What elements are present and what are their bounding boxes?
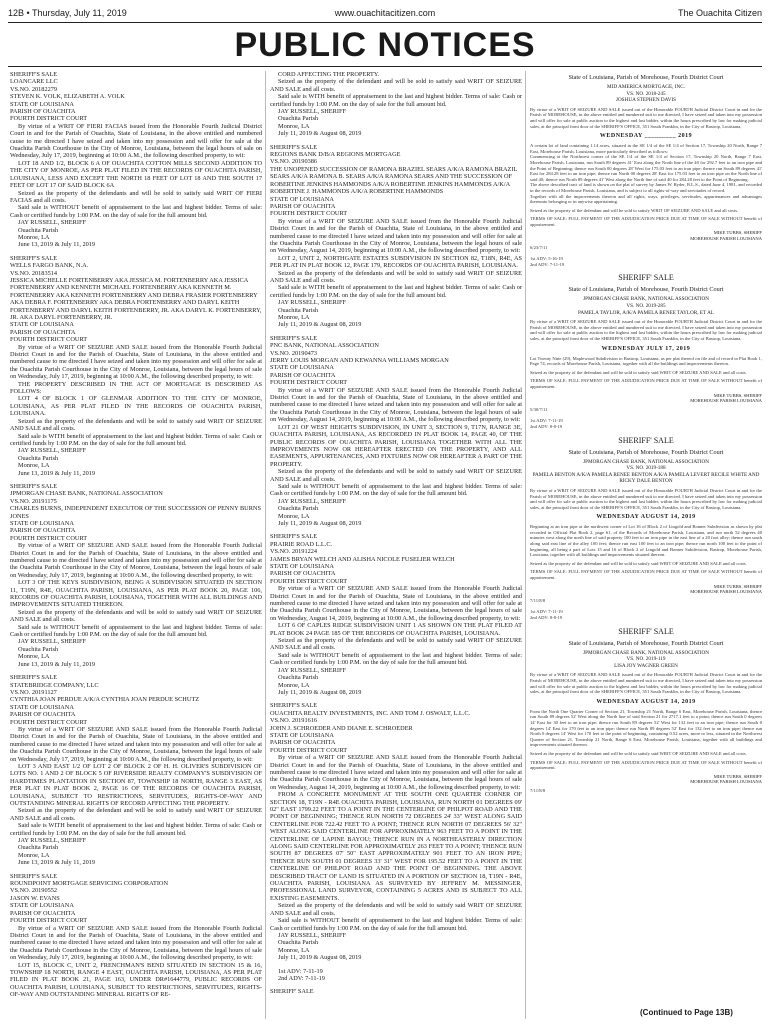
continued-notice[interactable]: (Continued to Page 13B) [640,1008,733,1017]
notice-heading-line: REGIONS BANK D/B/A REGIONS MORTGAGE [270,151,401,159]
notice-body-line: Seized as the property of the defendants and will be sold to satisfy said WRIT OF FIERI FACIAS and all costs. [10,189,262,204]
notice-heading-line: OUACHITA REALTY INVESTMENTS, INC. AND TOM J. OSWALT, L.L.C. [270,709,471,717]
notice-body: By virtue of a WRIT OF SEIZURE AND SALE issued out of the Honorable FOURTH Judicial District Court in and for the Parish of MOREHOUSE, in the above entitled and numbered suit to me directed, I have seized and taken into my possession and will offer for sale at public auction to the highest and last bidder, within the hours prescribed by law for making judicial sales, at the principal front door of the SHERIFF'S OFFICE, 351 South Franklin, in the City of Bastrop, Louisiana, [530,672,762,695]
notice-body-line: By virtue of a WRIT OF SEIZURE AND SALE issued from the Honorable Fourth Judicial District Court in and for the Parish of Ouachita, State of Louisiana, in the above entitled and numbered cause to me directed I have seized and taken into my possession and will offer for sale at the Ouachita Parish Courthouse in the City of Monroe, Louisiana, between the legal hours of sale on Wednesday, August 14, 2019, beginning at 10:00 A.M., the following described property, to wit: [270,386,522,424]
notice-body-line: Seized as the property of the defendants and will be sold to satisfy said WRIT OF SEIZURE AND SALE and all costs. [270,468,522,483]
site-url[interactable]: www.ouachitacitizen.com [334,8,436,18]
terms-of-sale: TERMS OF SALE: FULL PAYMENT OF THE ADJUDICATION PRICE DUE AT TIME OF SALE WITHOUT benefit of appraisement. [530,759,762,771]
terms-of-sale: TERMS OF SALE: FULL PAYMENT OF THE ADJUDICATION PRICE DUE AT TIME OF SALE WITHOUT benefit of appraisement. [530,569,762,581]
notice-body-line: LOT 2, UNIT 2, NORTHGATE ESTATES SUBDIVISION IN SECTION 82, T18N, R4E, AS PER PLAT IN PLAT BOOK 12, PAGE 179, RECORDS OF OUACHITA PARISH, LOUISIANA. [270,254,522,270]
notice-heading-line: STATE OF LOUISIANA [10,100,74,108]
notice-heading-line: PARISH OF OUACHITA [10,328,76,336]
notice-heading-line: FOURTH DISTRICT COURT [10,917,88,925]
notice-body-line: JAY RUSSELL, SHERIFF [18,638,86,646]
notice-body-line: July 11, 2019 & August 08, 2019 [278,519,362,527]
notice-body-line: LOT 3 OF THE KEYS SUBDIVISION, BEING A SUBDIVISION SITUATED IN SECTION 11, T19N, R4E, OUACHITA PARISH, LOUISIANA, AS PER PLAT BOOK 20, PAGE 106, RECORDS OF OUACHITA PARISH, LOUISIANA, TOGETHER WITH ALL BUILDINGS AND IMPROVEMENTS SITUATED THEREON. [10,579,262,609]
seized-clause: Seized as the property of the defendant and will be sold to satisfy said WRIT OF SEIZURE AND SALE and all costs. [530,369,747,375]
notice-body-line: JAY RUSSELL, SHERIFF [278,666,346,674]
notice [270,968,522,983]
column-divider [265,71,266,1019]
property-description: Beginning at an iron pipe at the northwest corner of Lot 16 of Block 2 of Lingold and Bonner Subdivision as shown by plat recorded in Official Plat Book 2, page 61, of the Records of Morehouse Parish, Louisiana, and run north 52 degrees 40 minutes west along the north line of said property 100 feet to an iron pipe in the east line of a 20 foot alley; thence run south along said east line of the alley 100 feet; thence run east 100 feet to an iron pipe; thence run north 100 feet to the point of beginning, all being a part of Lots 15 and 16 of Block 2 of Lingold and Bonner Subdivision, Bastrop, Morehouse Parish, Louisiana, together with all buildings and improvements situated thereon. [530,524,762,558]
column-3 [530,71,762,1019]
morehouse-notice-1 [530,74,762,267]
notice-heading-line: SHERIFF'S SALE [270,702,318,710]
publication-dates: 7/11/8/8 [530,787,546,793]
notice-heading-line: PARISH OF OUACHITA [270,570,336,578]
notice-body-line: JAY RUSSELL, SHERIFF [278,931,346,939]
notice-body-line: By virtue of a WRIT OF SEIZURE AND SALE issued from the Honorable Fourth Judicial District Court in and for the Parish of Ouachita, State of Louisiana, in the above entitled and numbered cause to me directed I have seized and taken into my possession and will offer for sale at the Ouachita Parish Courthouse in the City of Monroe, Louisiana, between the legal hours of sale on Wednesday, July 17, 2019, beginning at 10:00 A.M., the following described property, to wit: [10,924,262,962]
notice-heading-line: PARISH OF OUACHITA [10,527,76,535]
notice-body-line: Seized as the property of the defendant and will be sold to satisfy said WRIT OF SEIZURE AND SALE and all costs. [270,78,522,93]
notice-heading-line: JPMORGAN CHASE BANK, NATIONAL ASSOCIATION [10,490,163,498]
notice-body-line: Monroe, LA [278,512,310,520]
notice-body-line: By virtue of a WRIT OF FIERI FACIAS issued from the Honorable Fourth Judicial District Court in and for the Parish of Ouachita, State of Louisiana, in the above entitled and numbered cause to me directed I have seized and taken into my possession and will offer for sale at the Ouachita Parish Courthouse in the City of Monroe, Louisiana, between the legal hours of sale on Wednesday, July 17, 2019, beginning at 10:00 A.M., the following described property, to wit: [10,122,262,160]
notice-heading-line: PARISH OF OUACHITA [270,371,336,379]
notice-body-line: Monroe, LA [278,946,310,954]
notice [270,988,522,995]
notice-heading-line: VS.NO. 20190386 [270,158,318,166]
notice-body: By virtue of a WRIT OF SEIZURE AND SALE issued out of the Honorable FOURTH Judicial District Court in and for the Parish of MOREHOUSE, in the above entitled and numbered suit to me directed, I have seized and taken into my possession and will offer for sale at public auction to the highest and last bidder, within the hours prescribed by law for making judicial sales, at the principal front door of the SHERIFF'S OFFICE, 351 South Franklin, in the City of Bastrop, Louisiana, [530,106,762,129]
court-line: State of Louisiana, Parish of Morehouse, Fourth District Court [568,286,724,294]
case-parties: JPMORGAN CHASE BANK, NATIONAL ASSOCIATION VS. NO. 2019-119 LISA JOY WAGNER GREEN [583,649,709,669]
notice-body: By virtue of a WRIT OF SEIZURE AND SALE issued out of the Honorable FOURTH Judicial District Court in and for the Parish of MOREHOUSE, in the above entitled and numbered suit to me directed, I have seized and taken into my possession and will offer for sale at public auction to the highest and last bidder, within the hours prescribed by law for making judicial sales, at the principal front door of the SHERIFF'S OFFICE, 351 South Franklin, in the City of Bastrop, Louisiana, [530,487,762,510]
notice-body-line: 1st ADV: 7-11-19 [278,967,323,975]
notice-body-line: 2nd ADV: 7-11-19 [278,974,325,982]
advertising-dates: 1st ADV: 7-11-19 2nd ADV: 8-8-19 [530,609,563,620]
case-parties: MID AMERICA MORTGAGE, INC. VS. NO. 2018-245 JOSHUA STEPHEN DAVIS [607,84,685,104]
notice-heading-line: FOURTH DISTRICT COURT [270,379,348,387]
seized-clause: Seized as the property of the defendant and will be sold to satisfy said WRIT OF SEIZURE AND SALE and all costs. [530,750,747,756]
notice-heading-line: LOANCARE LLC [10,78,58,86]
masthead-rule [8,22,762,23]
notice-body-line: Ouachita Parish [18,645,59,653]
page-date: 12B • Thursday, July 11, 2019 [8,8,127,18]
notice-heading-line: VS.NO. 20191175 [10,497,57,505]
notice-body-line: LOT 3 AND EAST 1/2 OF LOT 2 OF BLOCK 2 OF H. H. OLIVER'S SUBDIVISION OF LOTS NO. 1 AND 2 OF BLOCK 5 OF RIVERSIDE REALTY COMPANY'S SUBDIVISION OF HARDTIMES PLANTATION IN SECTION 87, TOWNSHIP 18 NORTH, RANGE 3 EAST, AS PER PLAT IN PLAT BOOK 2, PAGE 16 OF THE RECORDS OF OUACHITA PARISH, LOUISIANA, SUBJECT TO RESTRICTIONS, SERVITUDES, RIGHTS-OF-WAY AND OUTSTANDING MINERAL RIGHTS OF RECORD AFFECTING THE PROPERTY. [10,762,262,807]
notice-body-line: Said sale is WITHOUT benefit of appraisement to the last and highest bidder. Terms of sale: Cash or certified funds by 1:00 P.M. on the day of sale for the full amount bid. [270,482,522,498]
notice-body-line: JAY RUSSELL, SHERIFF [18,447,86,455]
notice-heading-line: JOHN J. SCHROEDER AND DIANE E. SCHROEDER [270,724,413,732]
notice-body-line: Said sale is WITHOUT benefit of appraisement to the last and highest bidder. Terms of sale: Cash or certified funds by 1:00 P.M. on the day of sale for the full amount bid. [270,651,522,667]
notice-body-line: Seized as the property of the defendants and will be sold to satisfy said WRIT OF SEIZURE AND SALE and all costs. [270,637,522,652]
notice-heading-line: STATE OF LOUISIANA [270,364,334,372]
notice-heading-line: FOURTH DISTRICT COURT [270,210,348,218]
notice-heading-line: SHERIFF'S SALE [270,533,318,541]
notice-heading-line: PARISH OF OUACHITA [10,108,76,116]
publication-dates: 6/23/7/11 [530,244,548,250]
notice-heading-line: STATE OF LOUISIANA [10,902,74,910]
case-parties: JPMORGAN CHASE BANK, NATIONAL ASSOCIATION VS. NO. 2019-188 PAMELA BENTON A/K/A PAMELA RENEE BENTON A/K/A PAMELA LEVERT RECILE WHITE AND RICKY DALE BENTON [532,458,760,485]
notice-body-line: Monroe, LA [18,653,50,661]
notice-body-line: By virtue of a WRIT OF SEIZURE AND SALE issued from the Honorable Fourth Judicial District Court in and for the Parish of Ouachita, State of Louisiana, in the above entitled and numbered cause to me directed I have seized and taken into my possession and will offer for sale at the Ouachita Parish Courthouse in the City of Monroe, Louisiana, between the legal hours of sale on Wednesday, July 17, 2019, beginning at 10:00 A.M., the following described property, to wit: [10,725,262,763]
notice-heading-line: STATE OF LOUISIANA [10,703,74,711]
notice-heading-line: STATE OF LOUISIANA [270,563,334,570]
notice-heading-line: JESSICA MICHELLE FORTENBERRY AKA JESSICA M. FORTENBERRY AKA JESSICA FORTENBERRY AND KENNETH MICHAEL FORTENBERRY AKA KENNETH M. FORTENBERRY AKA KENNETH FORTENBERRY AND DEBRA FRASIER FORTENBERRY AKA DEBRA F. FORTENBERRY AKA DEBRA FORTENBERRY AND DARYL KEITH FORTENBERRY AND DARYL KEITH FORTENBERRY, JR. AKA DARYL K. FORTENBERRY, JR. AKA DARYL FORTENBERRY, JR. [10,276,262,321]
notice [10,255,262,477]
seized-clause: Seized as the property of the defendant and will be sold to satisfy WRIT OF SEIZURE AND SALE and all costs. [530,207,739,213]
notice-heading-line: STATE OF LOUISIANA [10,321,74,329]
sheriff-signature: MIKE TUBBS, SHERIFF MOREHOUSE PARISH LOUISIANA [690,583,762,595]
sale-day: WEDNESDAY _________ 2019 [599,133,693,140]
property-description: Lot Twenty Nine (29), Maplewood Subdivision to Bastrop, Louisiana, as per plat thereof on file and of record in Plat Book 1, Page 74, records of Morehouse Parish, Louisiana, together with all the buildings and improvements thereon. [530,355,762,367]
notice-heading-line: SHERIFF'S SALE [10,872,58,880]
notice-body: By virtue of a WRIT OF SEIZURE AND SALE issued out of the Honorable FOURTH Judicial District Court in and for the Parish of MOREHOUSE, in the above entitled and numbered suit to me directed, I have seized and taken into my possession and will offer for sale at public auction to the highest and last bidder, within the hours prescribed by law for making judicial sales, at the principal front door of the SHERIFF'S OFFICE, 351 South Franklin, in the City of Bastrop, Louisiana, [530,319,762,341]
notice-body-line: LOT 4 OF BLOCK 1 OF GLENMAR ADDITION TO THE CITY OF MONROE, LOUISIANA, AS PER PLAT FILED IN THE RECORDS OF OUACHITA PARISH, LOUISIANA. [10,395,262,418]
notice-body-line: Ouachita Parish [278,306,319,314]
notice-body-line: Ouachita Parish [18,844,59,852]
publication-dates: 5/30/7/11 [530,406,548,412]
sale-day: WEDNESDAY AUGUST 14, 2019 [596,514,696,521]
sale-day: WEDNESDAY JULY 17, 2019 [601,345,691,352]
notice [10,483,262,668]
notice-heading-line: PNC BANK, NATIONAL ASSOCIATION [270,342,379,350]
notice [270,71,522,138]
notice-heading-line: FOURTH DISTRICT COURT [10,336,88,344]
notice-heading-line: FOURTH DISTRICT COURT [10,718,88,726]
notice-body-line: July 11, 2019 & August 08, 2019 [278,688,362,696]
notice-body-line: Said sale is WITHOUT benefit of appraisement to the last and highest bidder. Terms of sale: Cash or certified funds by 1:00 P.M. on the day of sale for the full amount bid. [10,204,262,219]
notice-heading-line: PARISH OF OUACHITA [270,739,336,747]
notice-heading-line: FOURTH DISTRICT COURT [270,577,348,585]
notice-body-line: Monroe, LA [278,122,310,130]
notice-body-line: Ouachita Parish [18,226,59,234]
notice-body-line: JAY RUSSELL, SHERIFF [18,219,86,227]
sheriff-signature: MIKE TUBBS, SHERIFF MOREHOUSE PARISH LOUISIANA [690,773,762,785]
notice-body-line: THE PROPERTY DESCRIBED IN THE ACT OF MORTGAGE IS DESCRIBED AS FOLLOWS: [10,380,262,396]
sheriff-signature: MIKE TUBBS, SHERIFF MOREHOUSE PARISH LOUISIANA [690,230,762,242]
notice-body-line: Monroe, LA [18,462,50,470]
notice-body-line: Monroe, LA [278,681,310,689]
notice-heading-line: WELLS FARGO BANK, N.A. [10,262,89,270]
notice-header: SHERIFF' SALE [618,435,674,445]
property-description: From the North One Quarter Corner of Section 21, Township 21 North, Range 6 East, Morehouse Parish, Louisiana, thence run South 89 degrees 52' West along the North line of said Section 21 for 2717.1 feet to a point; thence run South 0 degrees 14' East for 30 feet to an iron pipe; thence run South 89 degrees 52' West for 132 feet to an iron pipe; thence run South 0 degrees 14' East for 170 feet to an iron pipe; thence run North 89 degrees 52' East for 132 feet to an iron pipe; thence run North 0 degrees 14' West for 170 feet to the point of beginning, containing 0.52 acres, more or less, situated in the Northwest Quarter of Section 21, Township 21 North, Range 6 East, Morehouse Parish, Louisiana, together with all buildings and improvements situated thereon. [530,708,762,748]
notice-heading-line: SHERIFF' SALE [270,988,314,996]
notice-heading-line: SHERIFF'S SALE [10,254,58,262]
notice-body-line: LOT 18 AND 1/2, BLOCK 6 A OF OUACHITA COTTON MILLS SECOND ADDITION TO THE CITY OF MONROE, AS PER PLAT FILED IN THE RECORDS OF OUACHITA PARISH, LOUISIANA, LESS AND EXCEPT THE NORTH 18 FEET OF LOT 18 AND THE SOUTH 17 FEET OF LOT 17 OF SAID BLOCK 6A [10,159,262,190]
notice-body-line: Ouachita Parish [278,115,319,123]
notice-heading-line: PARISH OF OUACHITA [10,711,76,719]
notice-heading-line: CYNTHIA JOAN PERDUE A/K/A CYNTHIA JOAN PERDUE SCHUTZ [10,696,200,704]
court-line: State of Louisiana, Parish of Morehouse, Fourth District Court [568,639,724,647]
notice [10,674,262,867]
notice-body-line: July 11, 2019 & August 08, 2019 [278,321,362,329]
notice-body-line: JAY RUSSELL, SHERIFF [278,108,346,116]
sale-day: WEDNESDAY AUGUST 14, 2019 [596,698,696,705]
notice [270,702,522,961]
headline-rule [8,66,762,67]
notice-heading-line: CHARLES BURNS, INDEPENDENT EXECUTOR OF THE SUCCESSION OF PENNY BURNS JONES [10,505,261,520]
notice-heading-line: JERRY LOUIS MORGAN AND KEWANNA WILLIAMS MORGAN [270,357,449,365]
notice-heading-line: STATE OF LOUISIANA [270,731,334,739]
notice-body-line: Seized as the property of the defendants and will be sold to satisfy said WRIT OF SEIZURE AND SALE and all costs. [10,608,262,624]
notice-heading-line: ROUNDPOINT MORTGAGE SERVICING CORPORATION [10,880,169,888]
notice-body-line: Seized as the property of the defendants and will be sold to satisfy said WRIT OF SEIZURE AND SALE and all costs. [270,269,522,284]
notice-heading-line: VS.NO. 20191127 [10,688,57,696]
notice-body-line: LOT 15, BLOCK C, UNIT 2, FRENCHMAN'S BEND SITUATED IN SECTION 15 & 16, TOWNSHIP 18 NORTH, RANGE 4 EAST, OUACHITA PARISH, LOUISIANA, AS PER PLAT FILED IN PLAT BOOK 21, PAGE 163, UNDER DR#1644779, PUBLIC RECORDS OF OUACHITA PARISH, LOUISIANA, SUBJECT TO RESTRICTIONS, SERVITUDES, RIGHTS-OF-WAY AND OUTSTANDING MINERAL RIGHTS OF RE- [10,961,262,999]
notice-heading-line: FOURTH DISTRICT COURT [10,534,88,542]
masthead [8,6,762,22]
court-line: State of Louisiana, Parish of Morehouse, Fourth District Court [568,448,724,456]
notice [270,144,522,329]
notice-body-line: Ouachita Parish [18,454,59,462]
notice-body-line: JAY RUSSELL, SHERIFF [278,299,346,307]
notice-body-line: Said sale is WITH benefit of appraisement to the last and highest bidder. Terms of sale: Cash or certified funds by 1:00 P.M. on the day of sale for the full amount bid. [270,284,522,299]
notice [270,335,522,528]
notice-heading-line: SHERIFF'S SALE [270,334,318,342]
notice-body-line: Monroe, LA [18,851,50,859]
column-1 [10,71,262,1019]
notice-heading-line: STATE OF LOUISIANA [270,195,334,203]
sheriff-signature: MIKE TUBBS, SHERIFF MOREHOUSE PARISH LOUISIANA [690,392,762,404]
notice-body-line: June 13, 2019 & July 11, 2019 [18,660,96,668]
advertising-dates: 1st ADV: 7-11-19 2nd ADV: 8-8-19 [530,418,563,429]
column-2 [270,71,522,1019]
notice-body-line: Monroe, LA [278,314,310,321]
page-title: PUBLIC NOTICES [234,26,536,64]
morehouse-notice-2 [530,273,762,429]
notice-heading-line: FOURTH DISTRICT COURT [10,115,88,123]
notice-body-line: June 13, 2019 & July 11, 2019 [18,241,96,249]
notice-body-line: LOT 21 OF WEST HEIGHTS SUBDIVISION, IN UNIT 3, SECTION 9, T17N, RANGE 3E, OUACHITA PARISH, LOUISIANA, AS RECORDED IN PLAT BOOK 14, PAGE 40, OF THE PUBLIC RECORDS OF OUACHITA PARISH, LOUISIANA TOGETHER WITH ALL THE IMPROVEMENTS NOW OR HEREAFTER ERECTED ON THE PROPERTY, AND ALL EASEMENTS, APPURTENANCES, AND FIXTURES NOW OR HEREAFTER A PART OF THE PROPERTY. [270,423,522,468]
notice-body-line: Ouachita Parish [278,505,319,513]
notice-heading-line: FOURTH DISTRICT COURT [270,746,348,754]
notice-body-line: Ouachita Parish [278,939,319,947]
column-divider [525,71,526,1019]
notice-heading-line: PARISH OF OUACHITA [10,909,76,917]
notice-heading-line: VS.NO. 20182279 [10,85,58,93]
terms-of-sale: TERMS OF SALE: FULL PAYMENT OF THE ADJUDICATION PRICE DUE AT TIME OF SALE WITHOUT benefit of appraisement. [530,378,762,389]
notice-body-line: By virtue of a WRIT OF SEIZURE AND SALE issued from the Honorable Fourth Judicial District Court in and for the Parish of Ouachita, State of Louisiana, in the above entitled and numbered cause to me directed I have seized and taken into my possession and will offer for sale at the Ouachita Parish Courthouse in the City of Monroe, Louisiana, between the legal hours of sale on Wednesday, August 14, 2019, beginning at 10:00 A.M., the following described property, to wit: [270,754,522,791]
notice-body-line: LOT 6 OF CAPLES RIDGE SUBDIVISION UNIT 1 AS SHOWN ON THE PLAT FILED AT PLAT BOOK 24 PAGE 185 OF THE RECORDS OF OUACHITA PARISH, LOUISIANA. [270,622,522,637]
notice-body-line: By virtue of a WRIT OF SEIZURE AND SALE issued from the Honorable Fourth Judicial District Court in and for the Parish of Ouachita, State of Louisiana, in the above entitled and numbered cause to me directed I have seized and taken into my possession and will offer for sale at the Ouachita Parish Courthouse in the City of Monroe, Louisiana, between the legal hours of sale on Wednesday, August 14, 2019, beginning at 10:00 A.M., the following described property, to wit: [270,217,522,255]
notice-heading-line: PARISH OF OUACHITA [270,202,336,210]
notice-heading-line: JAMES BRYAN WELCH AND ALISHA NICOLE FUSELIER WELCH [270,555,455,563]
notice-body-line: CORD AFFECTING THE PROPERTY. [278,71,380,78]
notice-body-line: JAY RUSSELL, SHERIFF [18,837,86,845]
notice [270,533,522,696]
publication-dates: 7/11/8/8 [530,597,546,603]
notice-body-line: Said sale is WITHOUT benefit of appraisement to the last and highest bidder. Terms of sale: Cash or certified funds by 1:00 P.M. on the day of sale for the full amount bid. [10,623,262,639]
advertising-dates: 1st ADV: 5-16-19 2nd ADV: 7-11-19 [530,256,565,267]
morehouse-notice-4 [530,627,762,794]
morehouse-notice-3 [530,436,762,621]
notice-heading-line: VS.NO. 20191224 [270,548,318,556]
notice-heading-line: STATEBRIDGE COMPANY, LLC [10,681,99,689]
terms-of-sale: TERMS OF SALE: FULL PAYMENT OF THE ADJUDICATION PRICE DUE AT TIME OF SALE WITHOUT benefit of appraisement. [530,216,762,227]
notice-body-line: Said sale is WITH benefit of appraisement to the last and highest bidder. Terms of sale: Cash or certified funds by 1:00 P.M. on the day of sale for the full amount bid. [270,93,522,108]
notice-body-line: June 13, 2019 & July 11, 2019 [18,859,96,867]
notice-heading-line: VS.NO. 20190552 [10,887,58,895]
notice-body-line: By virtue of a WRIT OF SEIZURE AND SALE issued from the Honorable Fourth Judicial District Court in and for the Parish of Ouachita, State of Louisiana, in the above entitled and numbered cause to me directed I have seized and taken into my possession and will offer for sale at the Ouachita Parish Courthouse in the City of Monroe, Louisiana, between the legal hours of sale on Wednesday, August 14, 2019, beginning at 10:00 A.M., the following described property, to wit: [270,585,522,622]
property-description: A certain lot of land containing 1.14 acres, situated in the SE 1/4 of the SE 1/4 of Section 17, Township 20 North, Range 7 East, Morehouse Parish, Louisiana, more particularly described as follows: Commencing at the Northwest corner of the SE 1/4 of the SE 1/4 of Section 17, Township 20 North, Range 7 East, Morehouse Parish, Louisiana, run South 89 degrees 41' East along the North line of the 40 for 292.7 feet to an iron pipe and the Point of Beginning; thence run South 00 degrees 28' West for 175.03 feet to an iron pipe; thence run South 89 degrees 41' East for 284.28 feet to an iron pipe; thence run North 00 degrees 28' East for 175.03 feet to an iron pipe on the North line of said 40; thence run North 89 degrees 41' West along the North line of said 40 for 284.28 feet to the Point of Beginning. The above described tract of land is shown on the plat of survey by James W. Ryder, R.L.S., dated June 4, 1981, and recorded in the records of Morehouse Parish, Louisiana, and is subject to all rights-of-way and servitudes of record. Together with all the improvements thereon and all rights, ways, privileges, servitudes, appurtenances and advantages thereunto belonging or in anywise appertaining. [530,143,762,205]
notice-body-line: FROM A CONCRETE MONUMENT AT THE SOUTH ONE QUARTER CORNER OF SECTION 18, T19N - R4E OUACHITA PARISH, LOUISIANA, RUN NORTH 01 DEGREES 09' 02" EAST 1799.22 FEET TO A POINT IN THE CENTERLINE OF PHILPOT ROAD AND THE POINT OF BEGINNING; THENCE RUN NORTH 72 DEGREES 24' 33" WEST ALONG SAID CENTERLINE FOR 722.42 FEET TO A POINT; THENCE RUN NORTH 07 DEGREES 56' 32" WEST ALONG SAID CENTERLINE FOR APPROXIMATELY 963 FEET TO A POINT IN THE CENTERLINE OF LAPINE BAYOU; THENCE RUN IN A NORTHEASTERLY DIRECTION ALONG SAID CENTERLINE FOR APPROXIMATELY 263 FEET TO A POINT; THENCE RUN SOUTH 87 DEGREES 07' 50" EAST APPROXIMATELY 901 FEET TO AN IRON PIPE; THENCE RUN SOUTH 01 DEGREES 33' 31" WEST FOR 195.52 FEET TO A POINT IN THE CENTERLINE OF PHILPOT ROAD AND THE POINT OF BEGINNING. THE ABOVE DESCRIBED TRACT OF LAND IS SITUATED IN A PORTION OF SECTION 18, T19N - R4E, OUACHITA PARISH, LOUISIANA AS SURVEYED BY JEFFREY M. MESSINGER, PROFESSIONAL LAND SURVEYOR, CONTAINING 5 ACRES AND IS SUBJECT TO ALL EXISTING EASEMENTS. [270,791,522,902]
notice-body-line: July 11, 2019 & August 08, 2019 [278,954,362,962]
case-parties: JPMORGAN CHASE BANK, NATIONAL ASSOCIATION VS. NO. 2019-285 PAMELA TAYLOR, A/K/A PAMELA RENEE TAYLOR, ET AL [577,296,715,316]
notice-body-line: JAY RUSSELL, SHERIFF [278,497,346,505]
notice-body-line: Said sale is WITHOUT benefit of appraisement to the last and highest bidder. Terms of sale: Cash or certified funds by 1:00 P.M. on the day of sale for the full amount bid. [270,917,522,932]
court-line: State of Louisiana, Parish of Morehouse, Fourth District Court [568,74,724,81]
notice-body-line: By virtue of a WRIT OF SEIZURE AND SALE issued from the Honorable Fourth Judicial District Court in and for the Parish of Ouachita, State of Louisiana, in the above entitled and numbered cause to me directed I have seized and taken into my possession and will offer for sale at the Ouachita Parish Courthouse in the City of Monroe, Louisiana, between the legal hours of sale on Wednesday, July 17, 2019, beginning at 10:00 A.M., the following described property, to wit: [10,343,262,381]
notice [10,873,262,999]
notice-heading-line: STEVEN K. VOLK, ELIZABETH A. VOLK [10,93,125,101]
notice-body-line: Seized as the property of the defendants and will be sold to satisfy said WRIT OF SEIZURE AND SALE and all costs. [10,417,262,433]
notice-body-line: June 13, 2019 & July 11, 2019 [18,469,96,477]
notice-body-line: July 11, 2019 & August 08, 2019 [278,130,362,138]
notice-body-line: Seized as the property of the defendants and will be sold to satisfy said WRIT OF SEIZURE AND SALE and all costs. [270,902,522,917]
notice-header: SHERIFF' SALE [618,626,674,636]
notice-heading-line: SHERIFF'S SALE [10,674,58,682]
notice-body-line: Seized as the property of the defendant and will be sold to satisfy said WRIT OF SEIZURE AND SALE and all costs. [10,807,262,822]
notice-header: SHERIFF' SALE [618,273,674,283]
notice-body-line: Said sale is WITH benefit of appraisement to the last and highest bidder. Terms of sale: Cash or certified funds by 1:00 P.M. on the day of sale for the full amount bid. [10,432,262,447]
notice-body-line: By virtue of a WRIT OF SEIZURE AND SALE issued from the Honorable Fourth Judicial District Court in and for the Parish of Ouachita, State of Louisiana, in the above entitled and numbered cause to me directed I have seized and taken into my possession and will offer for sale at the Ouachita Parish Courthouse in the City of Monroe, Louisiana, between the legal hours of sale on Wednesday, July 17, 2019, beginning at 10:00 A.M., the following described property, to wit: [10,542,262,579]
notice-heading-line: JASON W. EVANS [10,894,60,902]
notice-body-line: Monroe, LA [18,233,50,241]
notice-heading-line: VS.NO. 20183514 [10,269,58,277]
notice-body-line: Said sale is WITH benefit of appraisement to the last and highest bidder. Terms of sale: Cash or certified funds by 1:00 P.M. on the day of sale for the full amount bid. [10,822,262,837]
notice-body-line: Ouachita Parish [278,674,319,682]
notice-heading-line: SHERIFF'S SALE [10,71,58,78]
notice-heading-line: SHERIFF'S SALE [270,143,318,151]
notice-heading-line: THE UNOPENED SUCCESSION OF RAMONA BRAZIEL SEARS A/K/A RAMONA BRAZIL SEARS A/K/A RAMONA B. SEARS A/K/A RAMONA SEARS AND THE SUCCESSION OF ROBERTINE JENKINS HAMMONDS A/K/A ROBERTINE JENKINS HAMMONDS A/K/A ROBERTINE J. HAMMONDS A/K/A ROBERTINE HAMMONDS [270,165,518,196]
notice-heading-line: PRAIRIE ROAD L.L.C. [270,540,333,548]
notice-heading-line: SHERIFF'S SALE [10,482,58,490]
paper-name: The Ouachita Citizen [677,8,762,18]
notice [10,71,262,249]
notice-heading-line: VS.NO. 20191616 [270,717,318,725]
seized-clause: Seized as the property of the defendant and will be sold to satisfy said WRIT OF SEIZURE AND SALE and all costs. [530,560,747,566]
notice-heading-line: VS.NO. 20190473 [270,349,318,357]
notice-heading-line: STATE OF LOUISIANA [10,519,74,527]
